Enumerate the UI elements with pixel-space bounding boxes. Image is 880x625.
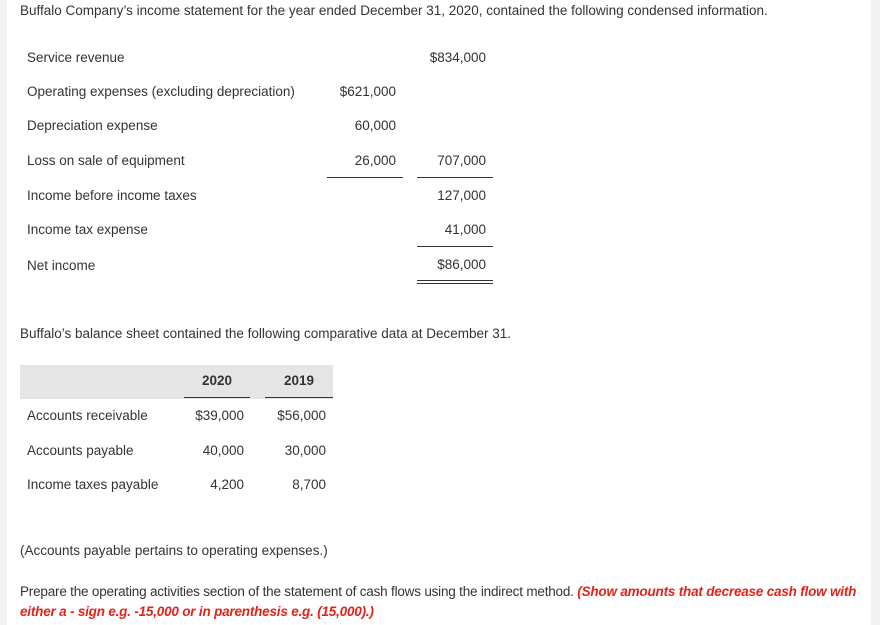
is-row-label: Income tax expense — [27, 222, 148, 237]
table-cell-2019: 8,700 — [292, 477, 326, 492]
note-text: (Accounts payable pertains to operating expenses.) — [20, 543, 328, 558]
table-cell-2020: $39,000 — [195, 408, 244, 423]
is-row-col1: 60,000 — [354, 118, 396, 133]
table-cell-2020: 40,000 — [202, 443, 244, 458]
question-card — [7, 0, 871, 625]
header-2020-underline — [184, 397, 250, 398]
is-row-col2: $86,000 — [437, 257, 486, 272]
is-row-col2: $834,000 — [429, 50, 486, 65]
is-row-label: Operating expenses (excluding depreciation) — [27, 84, 295, 99]
table-cell-2019: $56,000 — [277, 408, 326, 423]
instruction-main: Prepare the operating activities section of the statement of cash flows using the indirect method. — [20, 584, 578, 599]
is-col2-underline — [417, 177, 493, 178]
is-row-col1: 26,000 — [354, 153, 396, 168]
table-row-label: Accounts payable — [27, 443, 134, 458]
instruction-text — [20, 582, 860, 622]
is-row-col1: $621,000 — [339, 84, 396, 99]
net-income-double-underline-2 — [417, 283, 493, 284]
instruction-emphasis: (Show amounts that decrease cash flow with either a - sign e.g. -15,000 or in parenthesis e.g. (15,000).) — [20, 584, 857, 619]
is-row-label: Loss on sale of equipment — [27, 153, 185, 168]
is-row-col2: 707,000 — [437, 153, 486, 168]
table-row-label: Accounts receivable — [27, 408, 148, 423]
is-col1-underline — [327, 177, 403, 178]
is-row-label: Income before income taxes — [27, 188, 197, 203]
is-row-label: Net income — [27, 258, 96, 273]
table-cell-2020: 4,200 — [210, 477, 244, 492]
table-cell-2019: 30,000 — [284, 443, 326, 458]
intro-text: Buffalo Company’s income statement for the year ended December 31, 2020, contained the following condensed information. — [20, 3, 768, 18]
table-row-label: Income taxes payable — [27, 477, 159, 492]
net-income-double-underline-1 — [417, 280, 493, 281]
is-row-col2: 41,000 — [444, 222, 486, 237]
header-2019-underline — [265, 397, 333, 398]
is-tax-underline — [417, 246, 493, 247]
is-row-label: Service revenue — [27, 50, 125, 65]
is-row-label: Depreciation expense — [27, 118, 158, 133]
column-header-2019: 2019 — [283, 373, 315, 388]
is-row-col2: 127,000 — [437, 188, 486, 203]
column-header-2020: 2020 — [201, 373, 233, 388]
balance-intro-text: Buffalo’s balance sheet contained the following comparative data at December 31. — [20, 326, 512, 341]
